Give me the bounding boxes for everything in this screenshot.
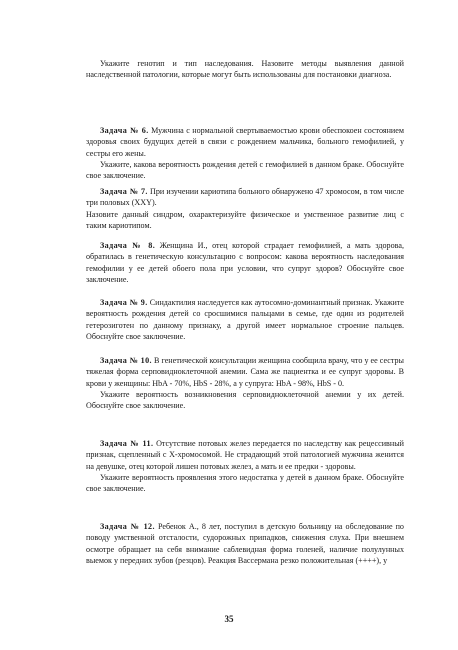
task-11 xyxy=(86,438,404,494)
task-title: Задача № 10. xyxy=(100,356,152,365)
task-title: Задача № 12. xyxy=(100,522,155,531)
task-question: Укажите вероятность проявления этого недостатка у детей в данном браке. Обоснуйте свое заключение. xyxy=(86,472,404,494)
task-title: Задача № 9. xyxy=(100,298,148,307)
task-text: Ребенок А., 8 лет, поступил в детскую больницу на обследование по поводу умственной отсталости, судорожных припадков, снижения слуха. При внешнем осмотре обращает на себя внимание саблевидная форма голеней, наличие полулунных выемок у передних зубов (резцов). Реакция Вассермана резко положительная (++++), у xyxy=(86,522,404,565)
task-text: В генетической консультации женщина сообщила врачу, что у ее сестры тяжелая форма серповидноклеточной анемии. Сама же пациентка и ее супруг здоровы. В крови у женщины: HbA - 70%, HbS - 28%, а у супруга: HbA - 98%, HbS - 0. xyxy=(86,356,404,388)
task-title: Задача № 6. xyxy=(100,126,149,135)
page-number: 35 xyxy=(224,614,234,624)
task-question: Укажите, какова вероятность рождения детей с гемофилией в данном браке. Обоснуйте свое заключение. xyxy=(86,159,404,181)
task-12 xyxy=(86,521,404,566)
task-9 xyxy=(86,297,404,342)
task-text: Синдактилия наследуется как аутосомно-доминантный признак. Укажите вероятность рождения детей со сросшимися пальцами в семье, где один из родителей гетерозиготен по данному признаку, а другой имеет нормальное строение пальцев. Обоснуйте свое заключение. xyxy=(86,298,404,341)
task-text: Женщина И., отец которой страдает гемофилией, а мать здорова, обратилась в генетическую консультацию с вопросом: какова вероятность наследования гемофилии у ее детей обоего пола при условии, что супруг здоров? Обоснуйте свое заключение. xyxy=(86,241,404,284)
task-7 xyxy=(86,186,404,231)
task-10 xyxy=(86,355,404,411)
intro-paragraph xyxy=(86,58,404,81)
task-question: Укажите вероятность возникновения серповидноклеточной анемии у их детей. Обоснуйте свое заключение. xyxy=(86,389,404,411)
task-text: Мужчина с нормальной свертываемостью крови обеспокоен состоянием здоровья своих будущих детей в связи с рождением мальчика, больного гемофилией, у сестры его жены. xyxy=(86,126,404,158)
task-title: Задача № 7. xyxy=(100,187,148,196)
task-8 xyxy=(86,240,404,285)
task-6 xyxy=(86,125,404,181)
task-title: Задача № 11. xyxy=(100,439,154,448)
task-text: Отсутствие потовых желез передается по наследству как рецессивный признак, сцепленный с Х-хромосомой. Не страдающий этой патологией мужчина женится на девушке, отец которой лишен потовых желез, а мать и ее предки - здоровы. xyxy=(86,439,404,471)
task-text: При изучении кариотипа больного обнаружено 47 хромосом, в том числе три половых (XXY). xyxy=(86,187,404,208)
task-title: Задача № 8. xyxy=(100,241,156,250)
intro-text: Укажите генотип и тип наследования. Назовите методы выявления данной наследственной патологии, которые могут быть использованы для постановки диагноза. xyxy=(86,59,404,80)
task-question: Назовите данный синдром, охарактеризуйте физическое и умственное развитие лиц с таким кариотипом. xyxy=(86,209,404,230)
